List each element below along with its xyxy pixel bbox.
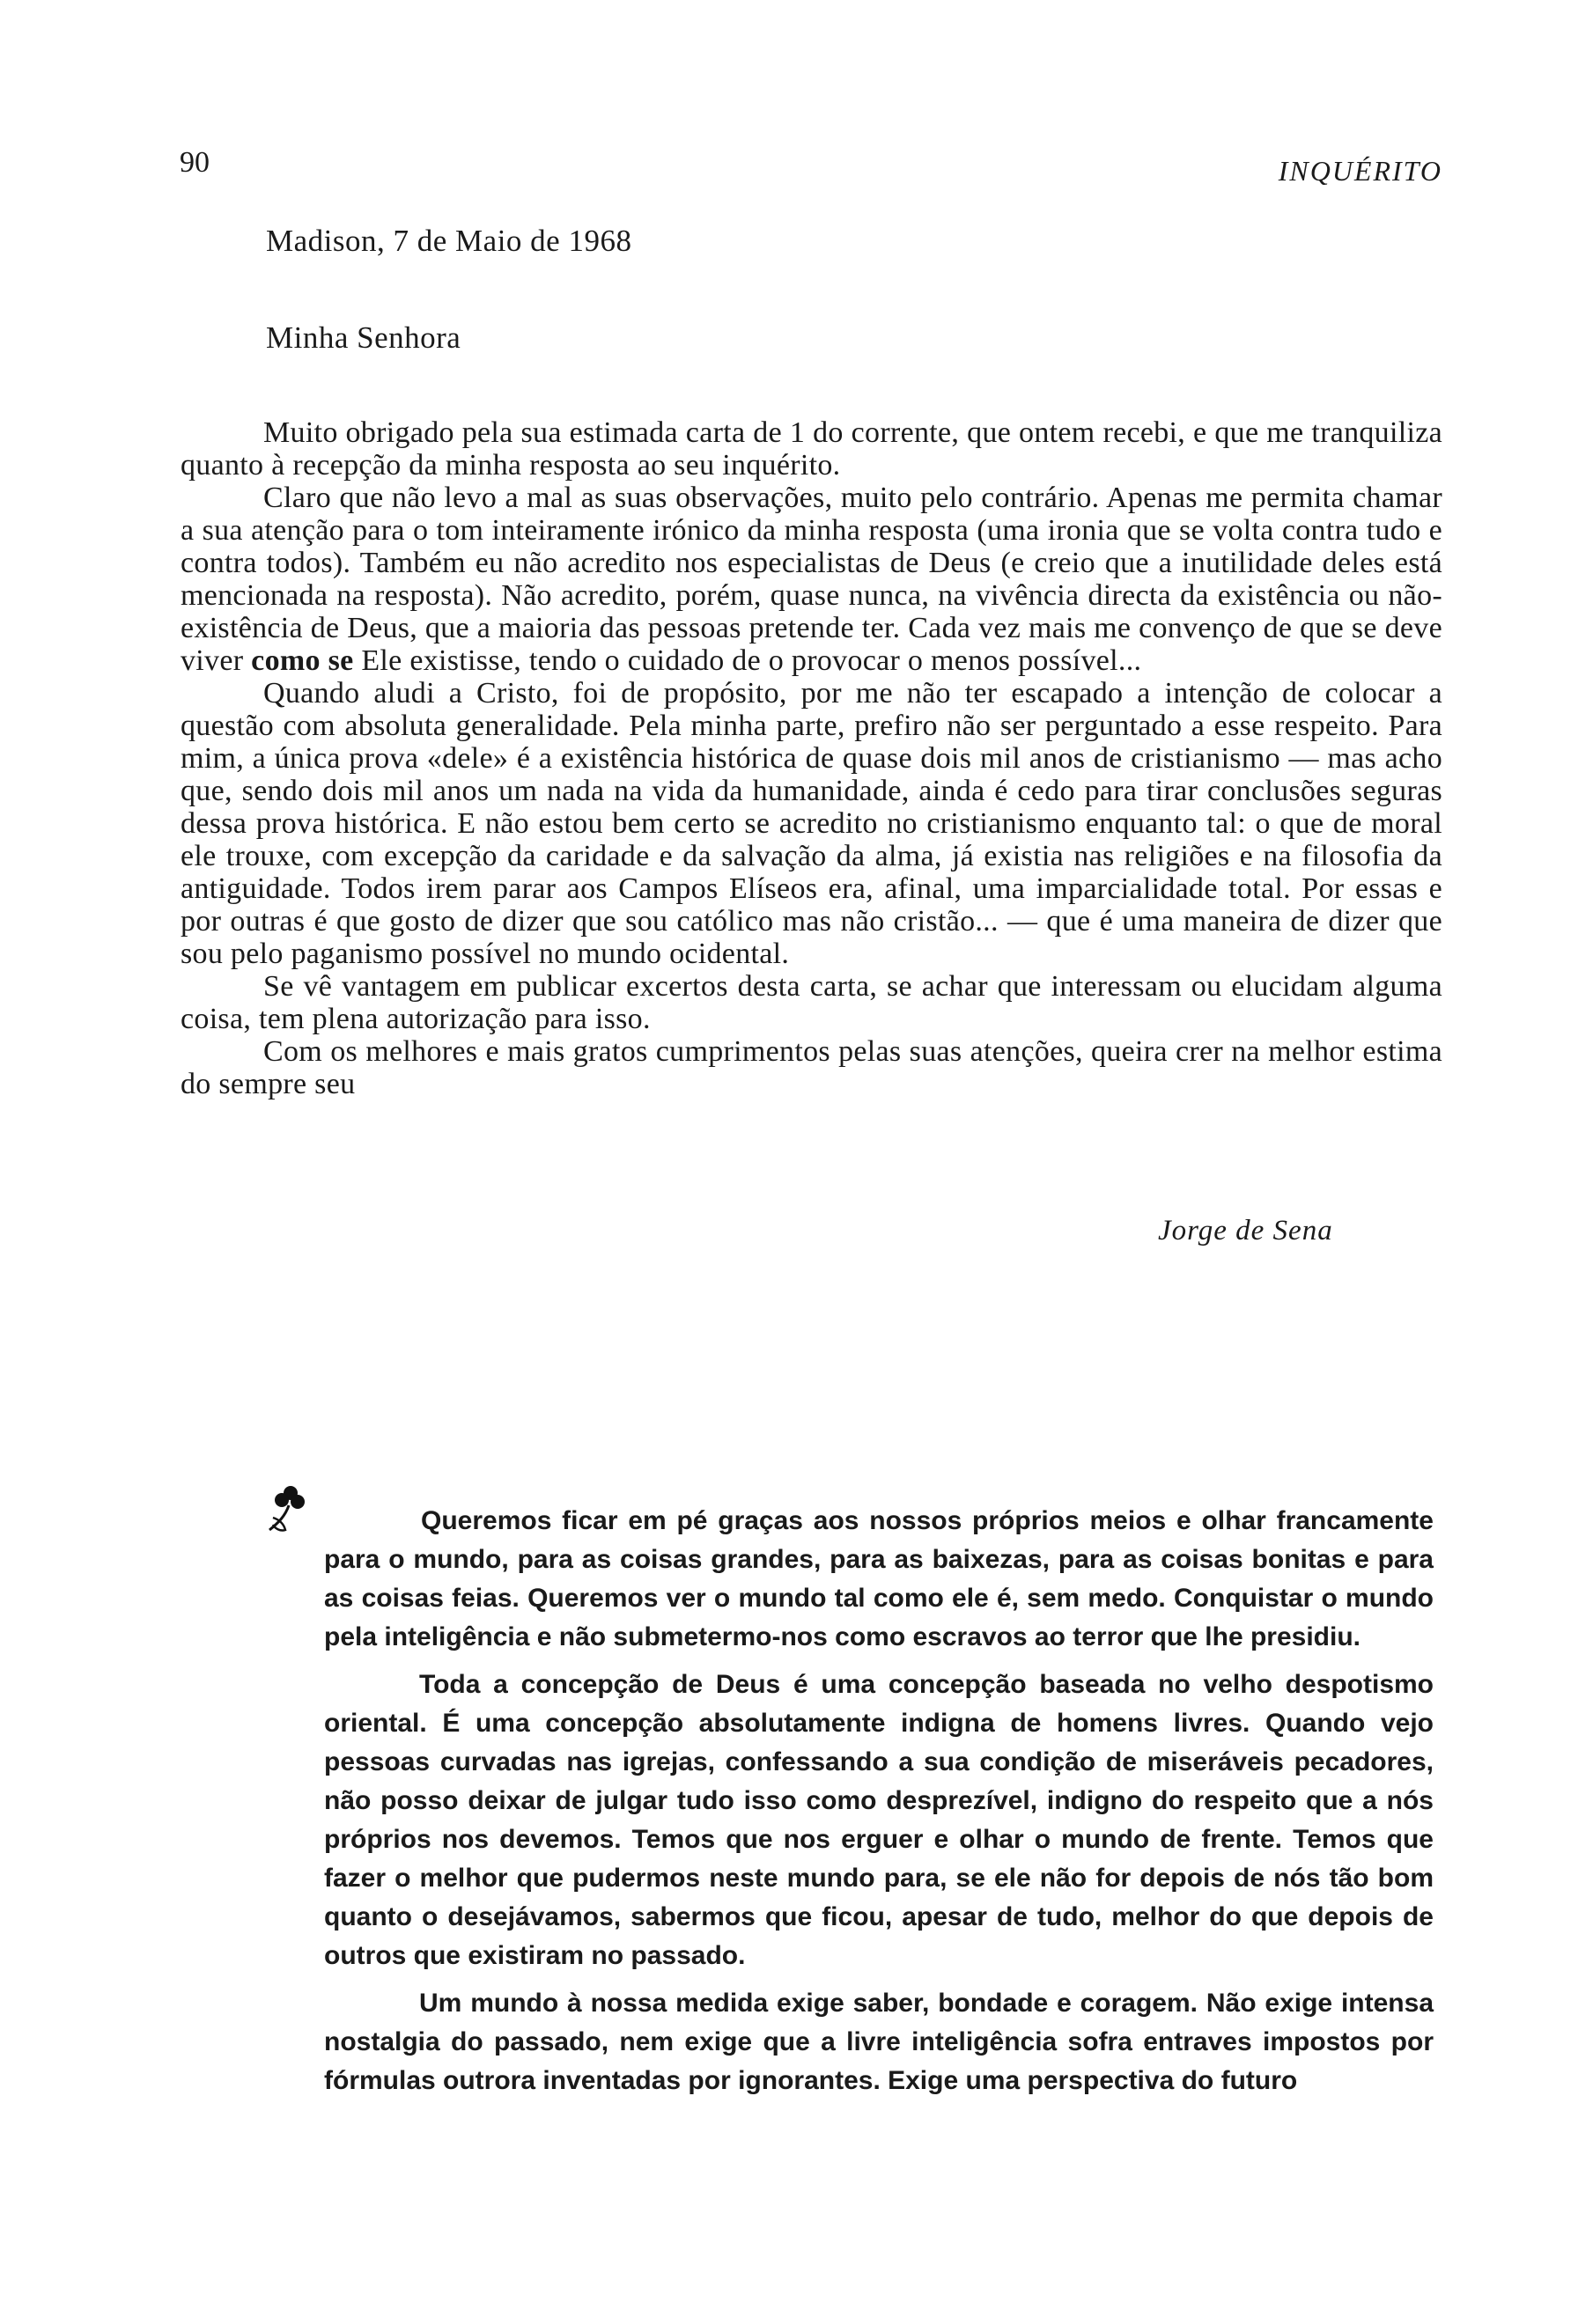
letter-paragraph [181, 482, 1442, 677]
letter-paragraph: Muito obrigado pela sua estimada carta de 1 do corrente, que ontem recebi, e que me tranquiliza quanto à recepção da minha resposta ao seu inquérito. [181, 416, 1442, 482]
quote-paragraph: Toda a concepção de Deus é uma concepção baseada no velho despotismo oriental. É uma concepção absolutamente indigna de homens livres. Quando vejo pessoas curvadas nas igrejas, confessando a sua condição de miseráveis pecadores, não posso deixar de julgar tudo isso como desprezível, indigno do respeito que a nós próprios nos devemos. Temos que nos erguer e olhar o mundo de frente. Temos que fazer o melhor que pudermos neste mundo para, se ele não for depois de nós tão bom quanto o desejávamos, sabermos que ficou, apesar de tudo, melhor do que depois de outros que existiram no passado. [324, 1670, 1434, 1970]
quote-paragraph: Um mundo à nossa medida exige saber, bondade e coragem. Não exige intensa nostalgia do passado, nem exige que a livre inteligência sofra entraves impostos por fórmulas outrora inventadas por ignorantes. Exige uma perspectiva do futuro [324, 1989, 1434, 2095]
emphasis-text: como se [251, 644, 354, 677]
quotation-block [324, 1502, 1434, 2109]
letter-paragraph: Com os melhores e mais gratos cumprimentos pelas suas atenções, queira crer na melhor estima do sempre seu [181, 1035, 1442, 1100]
letter-paragraph: Se vê vantagem em publicar excertos desta carta, se achar que interessam ou elucidam alguma coisa, tem plena autorização para isso. [181, 970, 1442, 1035]
letter-paragraph: Quando aludi a Cristo, foi de propósito, por me não ter escapado a intenção de colocar a questão com absoluta generalidade. Pela minha parte, prefiro não ser perguntado a esse respeito. Para mim, a única prova «dele» é a existência histórica de quase dois mil anos de cristianismo — mas acho que, sendo dois mil anos um nada na vida da humanidade, ainda é cedo para tirar conclusões seguras dessa prova histórica. E não estou bem certo se acredito no cristianismo enquanto tal: o que de moral ele trouxe, com excepção da caridade e da salvação da alma, já existia nas religiões e na filosofia da antiguidade. Todos irem parar aos Campos Elíseos era, afinal, uma imparcialidade total. Por essas e por outras é que gosto de dizer que sou católico mas não cristão... — que é uma maneira de dizer que sou pelo paganismo possível no mundo ocidental. [181, 677, 1442, 970]
letter-body [181, 416, 1442, 1100]
letter-text: Ele existisse, tendo o cuidado de o provocar o menos possível... [353, 644, 1142, 677]
letter-salutation: Minha Senhora [266, 320, 461, 355]
page-number: 90 [180, 146, 210, 179]
letter-text: Claro que não levo a mal as suas observações, muito pelo contrário. Apenas me permita chamar a sua atenção para o tom inteiramente irónico da minha resposta (uma ironia que se volta contra tudo e contra todos). Também eu não acredito nos especialistas de Deus (e creio que a inutilidade deles está mencionada na resposta). Não acredito, porém, quase nunca, na vivência directa da existência ou não-existência de Deus, que a maioria das pessoas pretende ter. Cada vez mais me convenço de que se deve viver [181, 482, 1442, 677]
clover-flourish-icon [266, 1484, 308, 1535]
letter-dateline: Madison, 7 de Maio de 1968 [266, 224, 632, 258]
quote-paragraph: Queremos ficar em pé graças aos nossos próprios meios e olhar francamente para o mundo, para as coisas grandes, para as baixezas, para as coisas bonitas e para as coisas feias. Queremos ver o mundo tal como ele é, sem medo. Conquistar o mundo pela inteligência e não submetermo-nos como escravos ao terror que lhe presidiu. [324, 1506, 1434, 1651]
letter-signature: Jorge de Sena [1158, 1215, 1333, 1247]
running-title: INQUÉRITO [1278, 155, 1442, 187]
